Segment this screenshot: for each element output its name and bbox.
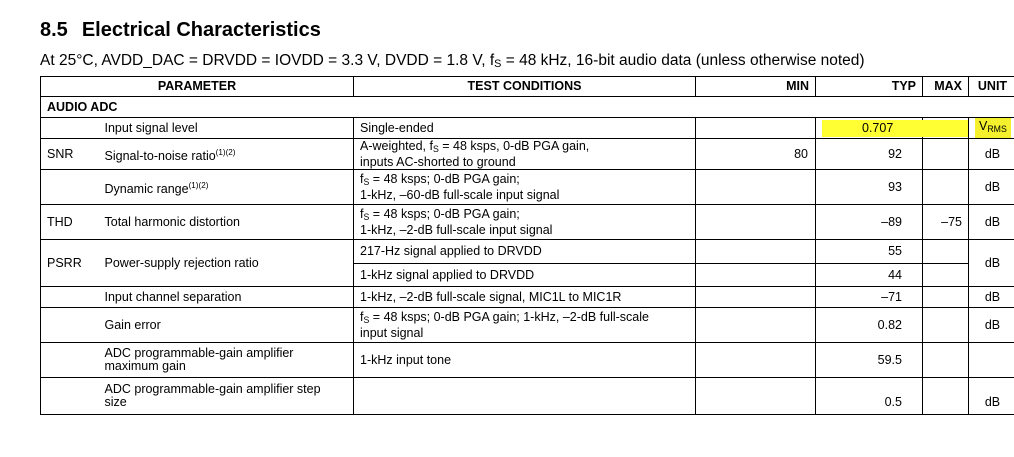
unit-cell: dB [969, 308, 1014, 343]
cond-text: = 48 ksps, 0-dB PGA gain, [438, 138, 590, 153]
typ-cell: 59.5 [816, 343, 923, 378]
typ-cell: 92 [816, 139, 923, 170]
unit-main: V [979, 119, 988, 133]
typ-cell: 93 [816, 170, 923, 205]
cond-text: inputs AC-shorted to ground [360, 154, 516, 169]
symbol-cell [41, 118, 99, 139]
cond-cell: 1-kHz, –2-dB full-scale signal, MIC1L to MIC1R [354, 287, 696, 308]
min-cell [696, 308, 816, 343]
min-cell [696, 205, 816, 240]
min-cell [696, 170, 816, 205]
max-cell [923, 343, 969, 378]
cond-cell [354, 205, 696, 240]
table-row [41, 287, 1014, 308]
header-min: MIN [696, 77, 816, 97]
param-text: maximum gain [104, 359, 186, 373]
cond-text: f [360, 309, 364, 324]
cond-cell: 1-kHz signal applied to DRVDD [354, 264, 696, 287]
section-title: Electrical Characteristics [81, 19, 321, 41]
param-text: Dynamic range [104, 181, 189, 196]
unit-cell: dB [969, 287, 1014, 308]
conditions-line [40, 52, 865, 70]
param-text: ADC programmable-gain amplifier step [104, 382, 321, 396]
typ-cell: 0.82 [816, 308, 923, 343]
max-cell [923, 118, 969, 139]
cond-cell [354, 308, 696, 343]
conditions-suffix: = 48 kHz, 16-bit audio data (unless otherwise noted) [501, 52, 865, 69]
cond-text: 1-kHz, –2-dB full-scale input signal [360, 222, 553, 237]
param-cell: Total harmonic distortion [99, 205, 354, 240]
cond-sub: S [432, 143, 439, 154]
header-parameter: PARAMETER [41, 77, 354, 97]
cond-text: = 48 ksps; 0-dB PGA gain; [369, 206, 520, 221]
cond-sub: S [363, 211, 370, 222]
footnote-ref: (1)(2) [215, 147, 236, 157]
header-max: MAX [923, 77, 969, 97]
symbol-cell [41, 343, 99, 378]
unit-sub: RMS [987, 124, 1007, 134]
param-cell [99, 170, 354, 205]
cond-cell [354, 170, 696, 205]
typ-cell: –71 [816, 287, 923, 308]
symbol-cell: PSRR [41, 240, 99, 287]
typ-cell: 0.5 [816, 378, 923, 415]
param-cell: Gain error [99, 308, 354, 343]
min-cell [696, 118, 816, 139]
unit-cell [969, 118, 1014, 139]
section-number: 8.5 [40, 19, 68, 41]
typ-cell: –89 [816, 205, 923, 240]
min-cell [696, 378, 816, 415]
max-cell [923, 264, 969, 287]
table-row [41, 378, 1014, 415]
max-cell [923, 378, 969, 415]
symbol-cell [41, 378, 99, 415]
conditions-prefix: At 25°C, AVDD_DAC = DRVDD = IOVDD = 3.3 V, DVDD = 1.8 V, f [40, 52, 495, 69]
cond-cell [354, 139, 696, 170]
section-heading [40, 19, 321, 42]
highlighted-unit [975, 118, 1011, 138]
max-cell: –75 [923, 205, 969, 240]
section-row [41, 97, 1014, 118]
table-row [41, 205, 1014, 240]
header-test-conditions: TEST CONDITIONS [354, 77, 696, 97]
conditions-sub: S [494, 58, 502, 70]
cond-text: A-weighted, f [360, 138, 433, 153]
unit-cell: dB [969, 205, 1014, 240]
unit-cell: dB [969, 240, 1014, 287]
symbol-cell [41, 287, 99, 308]
cond-cell [354, 378, 696, 415]
unit-cell: dB [969, 378, 1014, 415]
highlighted-value: 0.707 [822, 120, 926, 137]
table-row [41, 308, 1014, 343]
symbol-cell [41, 170, 99, 205]
highlight-band [923, 120, 968, 137]
header-row [41, 77, 1014, 97]
symbol-cell: SNR [41, 139, 99, 170]
param-cell: Power-supply rejection ratio [99, 240, 354, 287]
cond-cell: 217-Hz signal applied to DRVDD [354, 240, 696, 264]
table-row [41, 118, 1014, 139]
param-text: Signal-to-noise ratio [104, 148, 216, 163]
min-cell [696, 240, 816, 264]
header-unit: UNIT [969, 77, 1014, 97]
cond-text: f [360, 206, 364, 221]
cond-text: 1-kHz, –60-dB full-scale input signal [360, 187, 560, 202]
min-cell [696, 287, 816, 308]
min-cell: 80 [696, 139, 816, 170]
max-cell [923, 170, 969, 205]
table-row [41, 139, 1014, 170]
param-cell [99, 139, 354, 170]
cond-cell: 1-kHz input tone [354, 343, 696, 378]
typ-cell: 55 [816, 240, 923, 264]
max-cell [923, 139, 969, 170]
unit-cell [969, 343, 1014, 378]
cond-text: = 48 ksps; 0-dB PGA gain; 1-kHz, –2-dB full-scale [369, 309, 649, 324]
param-cell [99, 378, 354, 415]
min-cell [696, 343, 816, 378]
max-cell [923, 308, 969, 343]
min-cell [696, 264, 816, 287]
param-text: size [104, 395, 127, 409]
header-typ: TYP [816, 77, 923, 97]
footnote-ref: (1)(2) [188, 180, 209, 190]
symbol-cell: THD [41, 205, 99, 240]
table-row [41, 343, 1014, 378]
unit-cell: dB [969, 170, 1014, 205]
cond-text: input signal [360, 325, 424, 340]
table-row [41, 170, 1014, 205]
symbol-cell [41, 308, 99, 343]
param-cell: Input channel separation [99, 287, 354, 308]
cond-text: f [360, 171, 364, 186]
cond-sub: S [363, 176, 370, 187]
param-text: ADC programmable-gain amplifier [104, 346, 294, 360]
param-cell [99, 343, 354, 378]
cond-cell: Single-ended [354, 118, 696, 139]
cond-sub: S [363, 314, 370, 325]
cond-text: = 48 ksps; 0-dB PGA gain; [369, 171, 520, 186]
max-cell [923, 287, 969, 308]
typ-cell [816, 118, 923, 139]
table-row [41, 240, 1014, 264]
param-cell: Input signal level [99, 118, 354, 139]
typ-cell: 44 [816, 264, 923, 287]
section-label: AUDIO ADC [41, 97, 1014, 118]
electrical-characteristics-table [40, 76, 1014, 415]
unit-cell: dB [969, 139, 1014, 170]
max-cell [923, 240, 969, 264]
